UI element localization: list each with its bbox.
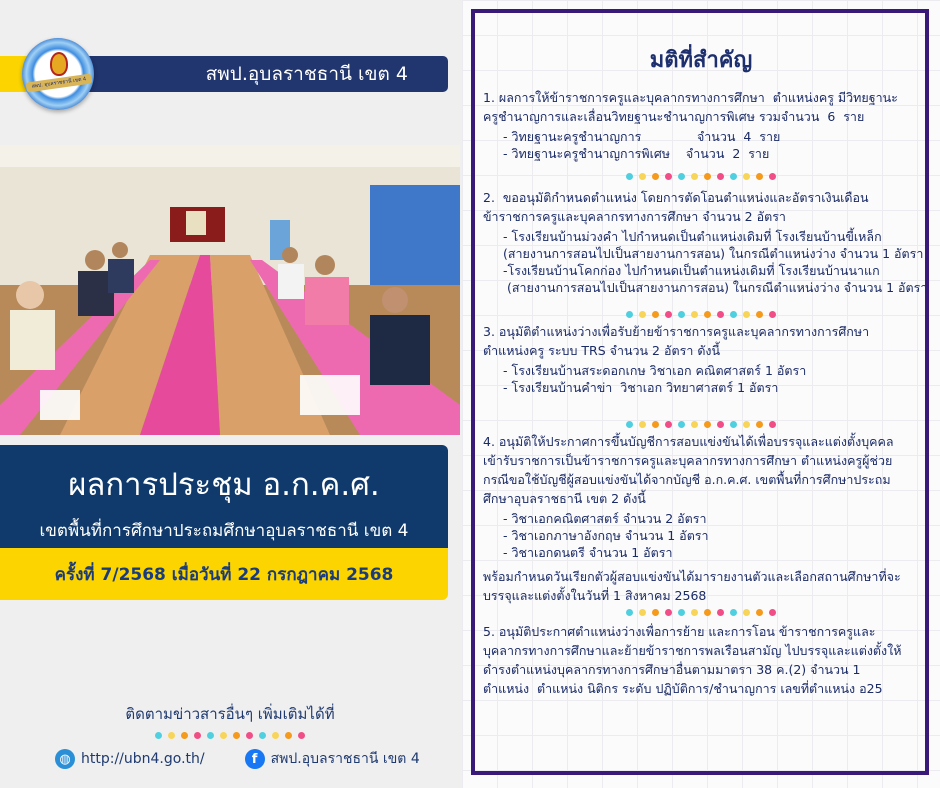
meeting-date-banner <box>0 548 448 600</box>
resolution-heading-line: ครูชำนาญการและเลื่อนวิทยฐานะชำนาญการพิเศษ รวมจำนวน 6 ราย <box>483 109 865 124</box>
resolution-item <box>483 188 928 296</box>
resolution-heading-line: บุคลากรทางการศึกษาและย้ายข้าราชการพลเรือนสามัญ ไปบรรจุและแต่งตั้งให้ <box>483 643 902 658</box>
meeting-banner <box>0 445 448 548</box>
meeting-date: ครั้งที่ 7/2568 เมื่อวันที่ 22 กรกฎาคม 2568 <box>54 564 394 585</box>
resolution-subitem: -โรงเรียนบ้านโคกก่อง ไปกำหนดเป็นตำแหน่งเดิมที่ โรงเรียนบ้านนาแก <box>503 263 880 278</box>
resolutions-title: มติที่สำคัญ <box>649 48 753 73</box>
seal-icon <box>50 52 68 76</box>
resolution-heading-line: ดำรงตำแหน่งบุคลากรทางการศึกษาอื่นตามมาตรา 38 ค.(2) จำนวน 1 <box>483 662 861 677</box>
facebook-link[interactable]: สพป.อุบลราชธานี เขต 4 <box>270 751 420 767</box>
resolution-subitem: - วิชาเอกคณิตศาสตร์ จำนวน 2 อัตรา <box>503 511 707 526</box>
resolution-item <box>483 322 923 396</box>
facebook-icon: f <box>245 749 265 769</box>
resolution-item <box>483 432 923 605</box>
resolution-heading-line: 3. อนุมัติตำแหน่งว่างเพื่อรับย้ายข้าราชการครูและบุคลากรทางการศึกษา <box>483 324 870 339</box>
logo-ribbon: สพป. อุบลราชธานี เขต 4 <box>26 73 93 92</box>
dot-separator <box>462 173 940 180</box>
resolution-heading-line: 2. ขออนุมัติกำหนดตำแหน่ง โดยการตัดโอนตำแหน่งและอัตราเงินเดือน <box>483 190 869 205</box>
banner-subtitle: เขตพื้นที่การศึกษาประถมศึกษาอุบลราชธานี เขต 4 <box>39 521 409 541</box>
resolution-item <box>483 88 923 162</box>
resolution-subitem: - โรงเรียนบ้านคำข่า วิชาเอก วิทยาศาสตร์ 1 อัตรา <box>503 380 779 395</box>
resolution-subitem: - วิทยฐานะครูชำนาญการ จำนวน 4 ราย <box>503 129 781 144</box>
office-header <box>85 56 448 92</box>
resolution-heading-line: ศึกษาอุบลราชธานี เขต 2 ดังนี้ <box>483 491 646 506</box>
resolution-note: พร้อมกำหนดวันเรียกตัวผู้สอบแข่งขันได้มารายงานตัวและเลือกสถานศึกษาที่จะ <box>483 569 901 584</box>
footer-links <box>55 748 420 770</box>
resolution-heading-line: 5. อนุมัติประกาศตำแหน่งว่างเพื่อการย้าย และการโอน ข้าราชการครูและ <box>483 624 876 639</box>
resolution-heading-line: ข้าราชการครูและบุคลากรทางการศึกษา จำนวน 2 อัตรา <box>483 209 786 224</box>
footer-dots <box>0 732 460 739</box>
dot-separator <box>462 609 940 616</box>
meeting-photo <box>0 145 460 435</box>
left-panel <box>0 0 462 788</box>
resolution-note: บรรจุและแต่งตั้งในวันที่ 1 สิงหาคม 2568 <box>483 588 707 603</box>
resolution-subitem: - โรงเรียนบ้านสระดอกเกษ วิชาเอก คณิตศาสตร์ 1 อัตรา <box>503 363 807 378</box>
dot-separator <box>462 421 940 428</box>
resolution-heading-line: 4. อนุมัติให้ประกาศการขึ้นบัญชีการสอบแข่งขันได้เพื่อบรรจุและแต่งตั้งบุคคล <box>483 434 894 449</box>
resolution-subitem: (สายงานการสอนไปเป็นสายงานการสอน) ในกรณีตำแหน่งว่าง จำนวน 1 อัตรา <box>503 246 924 261</box>
globe-icon: ◍ <box>55 749 75 769</box>
banner-title: ผลการประชุม อ.ก.ค.ศ. <box>68 467 380 503</box>
resolution-heading-line: 1. ผลการให้ข้าราชการครูและบุคลากรทางการศึกษา ตำแหน่งครู มีวิทยฐานะ <box>483 90 898 105</box>
resolution-heading-line: กรณีขอใช้บัญชีผู้สอบแข่งขันได้จากบัญชี อ.ก.ค.ศ. เขตพื้นที่การศึกษาประถม <box>483 472 891 487</box>
resolution-heading-line: เข้ารับราชการเป็นข้าราชการครูและบุคลากรทางการศึกษา ตำแหน่งครูผู้ช่วย <box>483 453 893 468</box>
resolution-subitem: - โรงเรียนบ้านม่วงคำ ไปกำหนดเป็นตำแหน่งเดิมที่ โรงเรียนบ้านขี้เหล็ก <box>503 229 882 244</box>
dot-separator <box>462 311 940 318</box>
resolutions-panel <box>462 0 940 788</box>
resolution-subitem: - วิชาเอกดนตรี จำนวน 1 อัตรา <box>503 545 673 560</box>
resolution-heading-line: ตำแหน่งครู ระบบ TRS จำนวน 2 อัตรา ดังนี้ <box>483 343 721 358</box>
resolution-subitem: - วิทยฐานะครูชำนาญการพิเศษ จำนวน 2 ราย <box>503 146 770 161</box>
resolution-heading-line: ตำแหน่ง ตำแหน่ง นิติกร ระดับ ปฏิบัติการ/ชำนาญการ เลขที่ตำแหน่ง อ25 <box>483 681 883 696</box>
office-logo <box>22 38 94 110</box>
resolution-item <box>483 622 923 698</box>
office-name: สพป.อุบลราชธานี เขต 4 <box>205 63 408 85</box>
resolution-subitem: - วิชาเอกภาษาอังกฤษ จำนวน 1 อัตรา <box>503 528 709 543</box>
resolution-subitem: (สายงานการสอนไปเป็นสายงานการสอน) ในกรณีตำแหน่งว่าง จำนวน 1 อัตรา <box>503 280 928 295</box>
follow-text: ติดตามข่าวสารอื่นๆ เพิ่มเติมได้ที่ <box>125 705 335 723</box>
website-link[interactable]: http://ubn4.go.th/ <box>81 751 205 767</box>
